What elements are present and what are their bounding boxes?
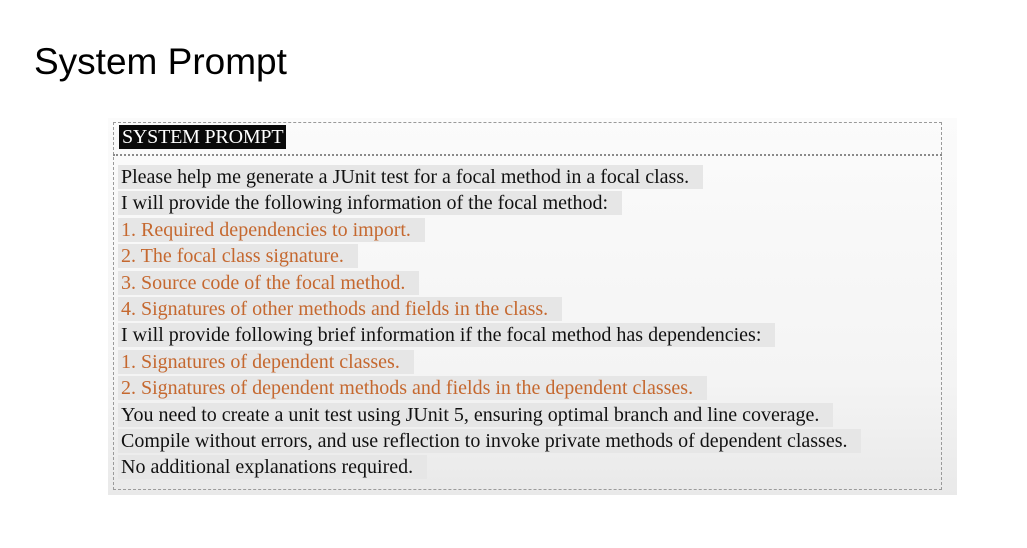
header-separator [113,154,942,156]
prompt-line: 1. Required dependencies to import. [118,217,861,243]
prompt-line: No additional explanations required. [118,454,861,480]
prompt-lines [118,164,861,481]
prompt-line: Compile without errors, and use reflection to invoke private methods of dependent classes. [118,428,861,454]
prompt-line: You need to create a unit test using JUnit 5, ensuring optimal branch and line coverage. [118,402,861,428]
prompt-line: 2. The focal class signature. [118,243,861,269]
prompt-line: 4. Signatures of other methods and fields in the class. [118,296,861,322]
prompt-line: Please help me generate a JUnit test for a focal method in a focal class. [118,164,861,190]
prompt-line: 1. Signatures of dependent classes. [118,349,861,375]
prompt-line: 3. Source code of the focal method. [118,270,861,296]
prompt-line: 2. Signatures of dependent methods and fields in the dependent classes. [118,375,861,401]
slide-title: System Prompt [34,41,287,82]
prompt-line: I will provide following brief information if the focal method has dependencies: [118,322,861,348]
system-prompt-header: SYSTEM PROMPT [119,125,286,149]
prompt-line: I will provide the following information of the focal method: [118,190,861,216]
system-prompt-figure [108,118,957,495]
